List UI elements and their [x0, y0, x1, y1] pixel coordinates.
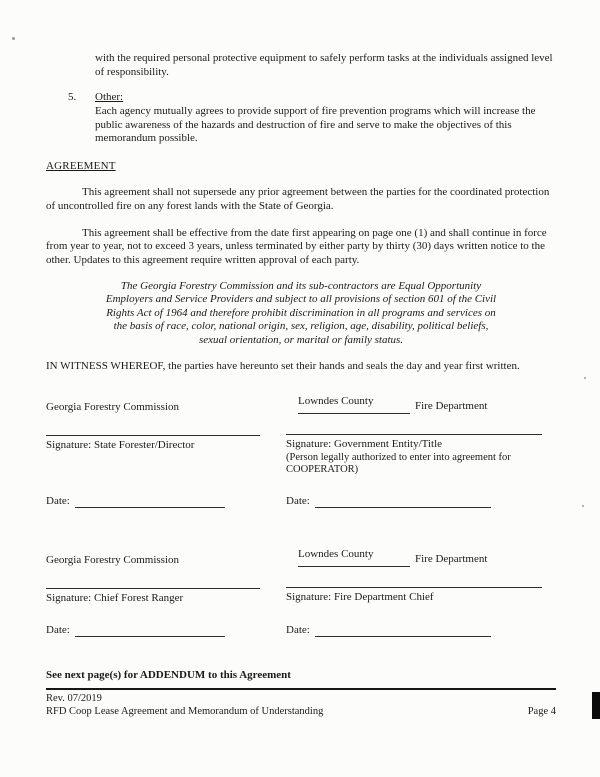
signature-label: Signature: Government Entity/Title: [286, 437, 443, 450]
entity-suffix: Fire Department: [415, 553, 488, 566]
org-name: Georgia Forestry Commission: [46, 401, 180, 414]
item-body-text: Each agency mutually agrees to provide support of fire prevention programs which will increase the public awareness of the hazards and destruction of fire and serve to make the objectives of this memorandum possible.: [95, 104, 536, 145]
org-name: Georgia Forestry Commission: [46, 554, 180, 567]
signature-label: Signature: Fire Department Chief: [286, 590, 434, 603]
signature-block-1: [46, 395, 556, 508]
entity-row: [286, 548, 556, 567]
signature-block-2-right: [286, 548, 556, 637]
signature-area: [46, 395, 556, 637]
document-title: RFD Coop Lease Agreement and Memorandum of Understanding: [46, 706, 324, 717]
agreement-paragraph-1: This agreement shall not supersede any prior agreement between the parties for the coordinated protection of uncontrolled fire on any forest lands with the State of Georgia.: [46, 186, 550, 212]
list-item-5: [68, 91, 556, 146]
scan-artifact: [12, 37, 15, 40]
footer-row: [46, 706, 556, 717]
entity-suffix: Fire Department: [415, 400, 488, 413]
signature-line: [46, 568, 260, 589]
addendum-note: See next page(s) for ADDENDUM to this Agreement: [46, 669, 291, 682]
item-number: 5.: [68, 91, 77, 104]
witness-clause: IN WITNESS WHEREOF, the parties have hereunto set their hands and seals the day and year first written.: [46, 359, 520, 372]
date-label: Date:: [46, 494, 70, 507]
signature-label: Signature: Chief Forest Ranger: [46, 591, 184, 604]
signature-block-1-left: [46, 395, 264, 508]
signature-label: Signature: State Forester/Director: [46, 438, 195, 451]
date-line: [75, 625, 225, 637]
item-content: [95, 91, 556, 146]
date-row: [286, 477, 556, 509]
signature-note-line2: COOPERATOR): [286, 464, 359, 476]
date-label: Date:: [286, 494, 310, 507]
signature-line: [286, 414, 542, 435]
entity-name: Lowndes County: [298, 395, 410, 414]
footer-rule: [46, 688, 556, 690]
date-line: [75, 496, 225, 508]
scan-artifact: [584, 377, 586, 379]
agreement-heading: AGREEMENT: [46, 159, 116, 172]
page-number: Page 4: [527, 706, 556, 717]
revision-label: Rev. 07/2019: [46, 693, 102, 704]
signature-note-line1: (Person legally authorized to enter into agreement for: [286, 451, 511, 463]
signature-block-1-right: [286, 395, 556, 508]
date-row: [46, 606, 264, 638]
date-row: [286, 606, 556, 638]
date-line: [315, 496, 491, 508]
entity-row: [286, 395, 556, 414]
entity-name: Lowndes County: [298, 548, 410, 567]
page-footer: [46, 688, 556, 717]
signature-line: [286, 567, 542, 588]
signature-block-2-left: [46, 548, 264, 637]
continuation-text: with the required personal protective equipment to safely perform tasks at the individuals assigned level of responsibility.: [95, 52, 553, 78]
document-body: [46, 52, 556, 683]
scan-artifact: [592, 692, 600, 719]
date-label: Date:: [286, 623, 310, 636]
agreement-paragraph-2: This agreement shall be effective from the date first appearing on page one (1) and shall continue in force from year to year, not to exceed 3 years, unless terminated by either party by thirty (30) days written notice to the other. Updates to this agreement require written approval of each party.: [46, 226, 547, 266]
item-label: Other:: [95, 91, 124, 104]
date-row: [46, 477, 264, 509]
scan-artifact: [582, 505, 584, 507]
date-line: [315, 625, 491, 637]
eeo-statement: The Georgia Forestry Commission and its sub-contractors are Equal Opportunity Employers and Service Providers and subject to all provisions of section 601 of the Civil Rights Act of 1964 and therefore prohibit discrimination in all programs and services on the basis of race, color, national origin, sex, religion, age, disability, political beliefs, sexual orientation, or marital or family status.: [105, 279, 497, 346]
signature-block-2: [46, 548, 556, 637]
signature-line: [46, 415, 260, 436]
date-label: Date:: [46, 623, 70, 636]
